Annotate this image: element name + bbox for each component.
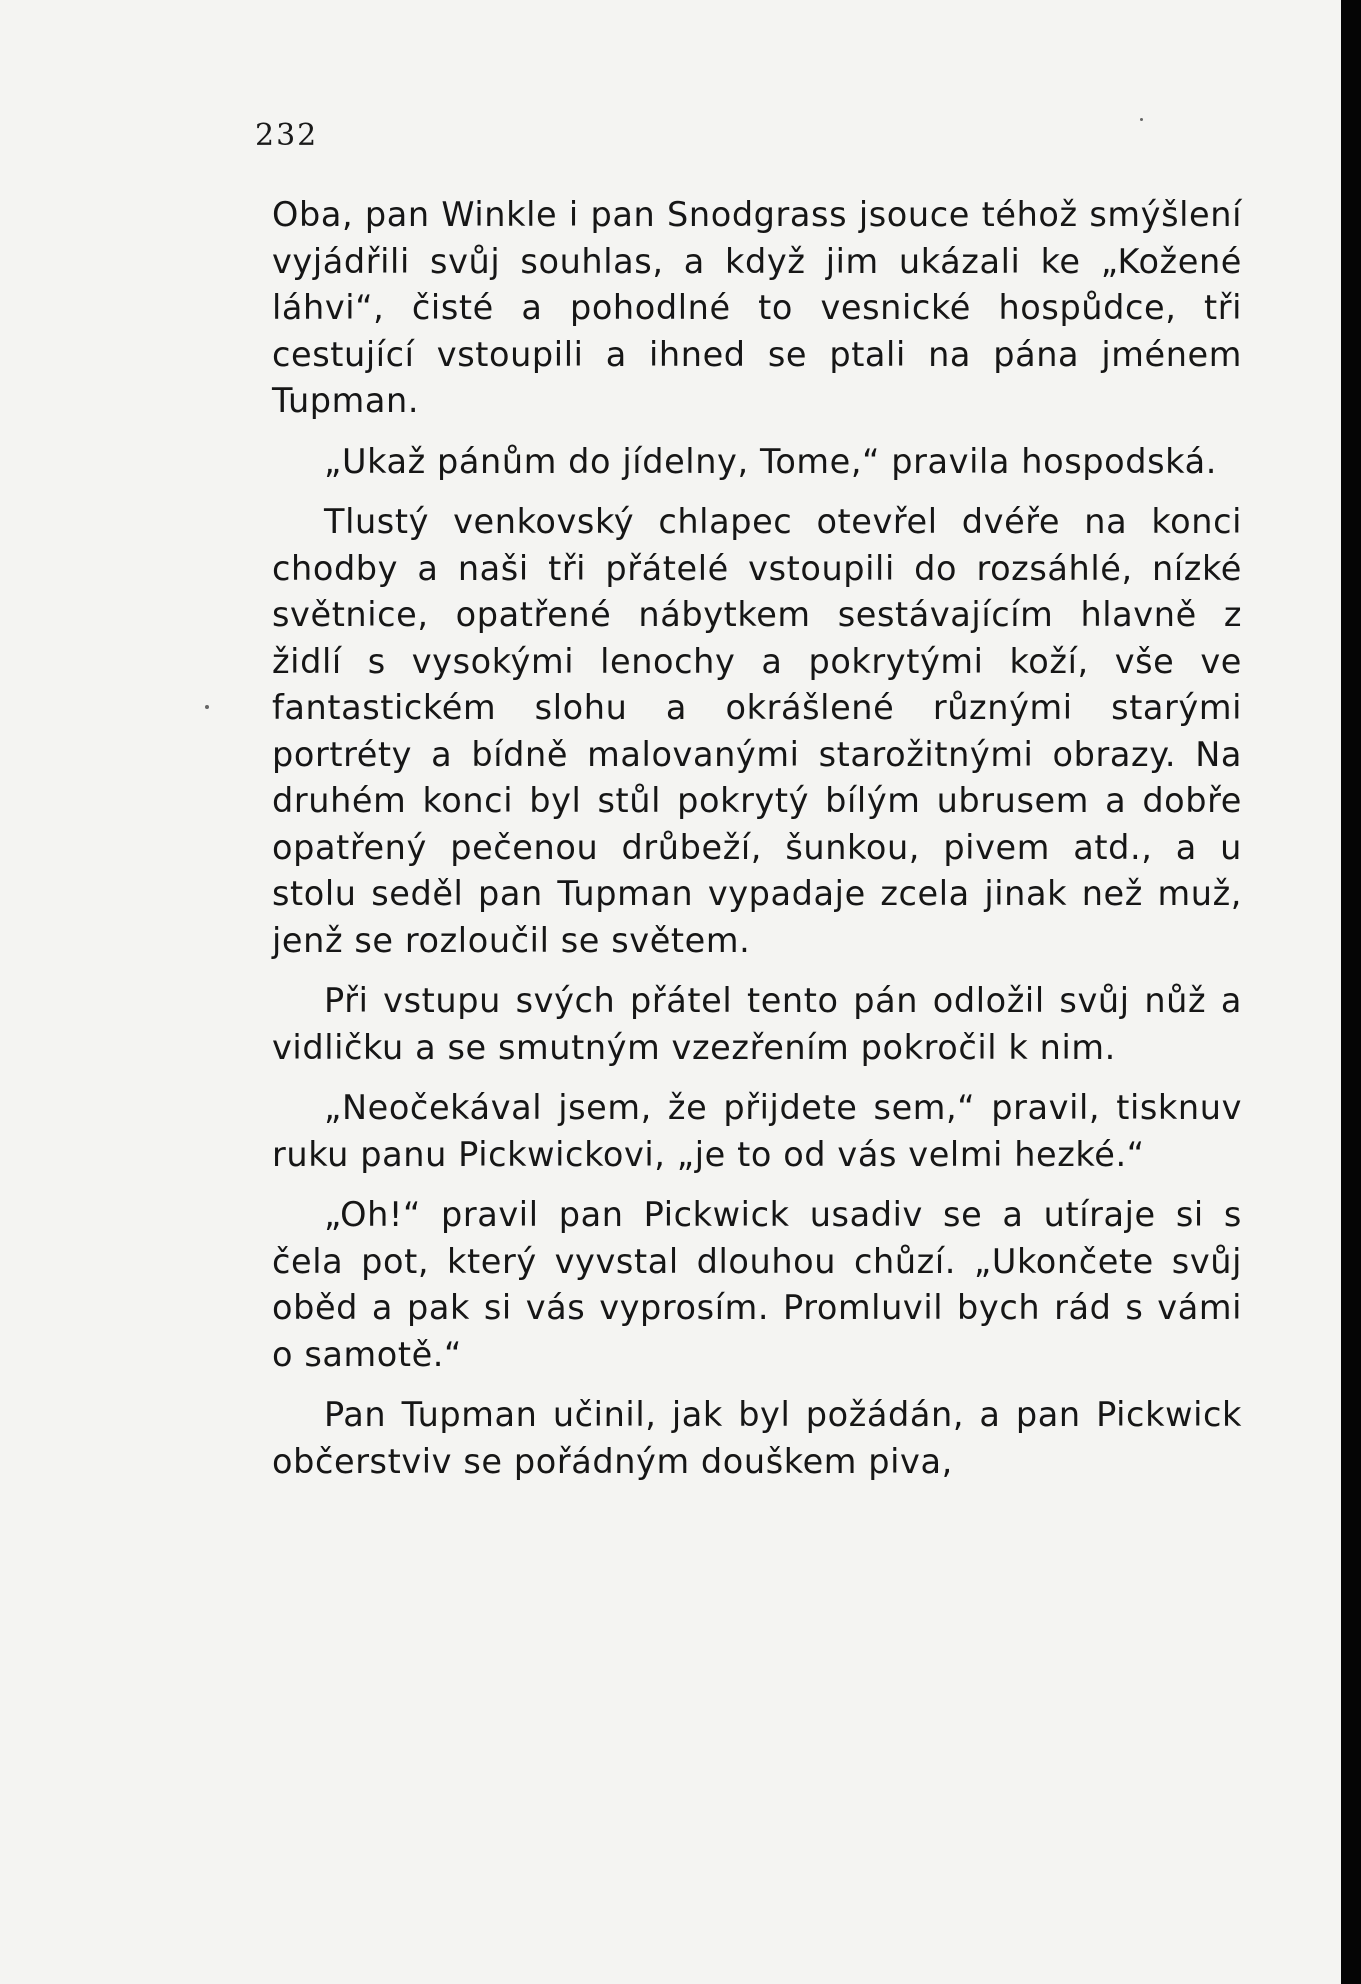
scan-speck (1140, 118, 1143, 121)
paragraph-3: Tlustý venkovský chlapec otevřel dvéře na konci chodby a naši tři přátelé vstoupili do rozsáhlé, nízké světnice, opatřené nábytkem sestávajícím hlavně z židlí s vysokými lenochy a pokrytými koží, vše ve fantastickém slohu a okrášlené různými starými portréty a bídně malovanými starožitnými obrazy. Na druhém konci byl stůl pokrytý bílým ubrusem a dobře opatřený pečenou drůbeží, šunkou, pivem atd., a u stolu seděl pan Tupman vypadaje zcela jinak než muž, jenž se rozloučil se světem. (272, 502, 1242, 960)
paragraph-1: Oba, pan Winkle i pan Snodgrass jsouce téhož smýšlení vyjádřili svůj souhlas, a když jim ukázali ke „Kožené láhvi“, čisté a pohodlné to vesnické hospůdce, tři cestující vstoupili a ihned se ptali na pána jménem Tupman. (272, 195, 1242, 420)
paragraph-5: „Neočekával jsem, že přijdete sem,“ pravil, tisknuv ruku panu Pickwickovi, „je to od vás velmi hezké.“ (272, 1088, 1242, 1174)
paragraph-2: „Ukaž pánům do jídelny, Tome,“ pravila hospodská. (324, 441, 1217, 481)
paragraph-4: Při vstupu svých přátel tento pán odložil svůj nůž a vidličku a se smutným vzezřením pokročil k nim. (272, 981, 1242, 1067)
body-text (272, 192, 1242, 1499)
page-number: 232 (255, 118, 319, 153)
scan-border (1341, 0, 1361, 1984)
scan-speck (205, 705, 209, 709)
paragraph-6: „Oh!“ pravil pan Pickwick usadiv se a utíraje si s čela pot, který vyvstal dlouhou chůzí. „Ukončete svůj oběd a pak si vás vyprosím. Promluvil bych rád s vámi o samotě.“ (272, 1195, 1242, 1374)
paragraph-7: Pan Tupman učinil, jak byl požádán, a pan Pickwick občerstviv se pořádným douškem piva, (272, 1395, 1242, 1481)
